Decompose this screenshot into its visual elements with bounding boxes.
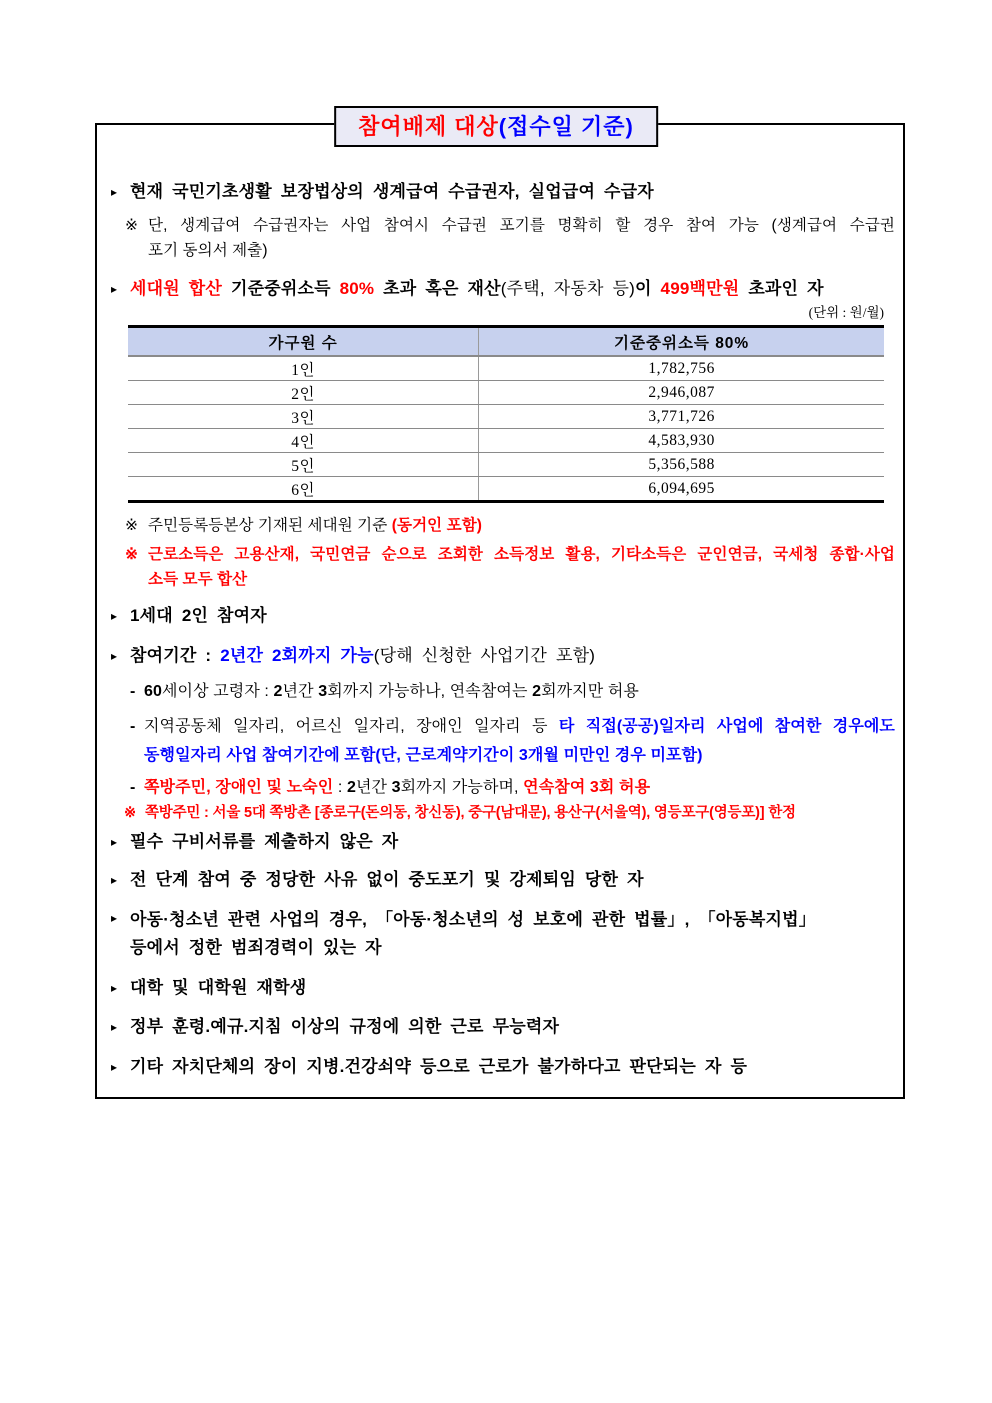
bullet-item-university-students: [111, 976, 883, 1000]
note-household-registry: [125, 513, 895, 538]
seg-blue: 동행일자리 사업 참여기간에 포함(단, 근로계약기간이 3개월 미만인 경우 미포함): [144, 747, 703, 764]
seg-median-income: 기준중위소득: [222, 279, 340, 298]
cell-amount: 3,771,726: [479, 405, 884, 429]
seg-red: 쪽방주민, 장애인 및 노숙인: [144, 779, 334, 796]
bullet-icon: ▸: [111, 835, 118, 849]
bullet-text: 기타 자치단체의 장이 지병.건강쇠약 등으로 근로가 불가하다고 판단되는 자 등: [130, 1057, 748, 1076]
seg-cohabitant-included: (동거인 포함): [391, 517, 483, 534]
bullet-text: [130, 906, 816, 962]
note-icon: ※: [124, 805, 136, 821]
bullet-text: 정부 훈령.예규.지침 이상의 규정에 의한 근로 무능력자: [130, 1017, 560, 1036]
cell-amount: 5,356,588: [479, 453, 884, 477]
seg-text: 회까지만 허용: [541, 683, 639, 700]
bullet-icon: ▸: [111, 282, 118, 296]
bullet-item-work-incapable: [111, 1015, 883, 1039]
bullet-item-recipients: [111, 180, 883, 204]
note-income-sources: [125, 542, 895, 592]
cell-size: 2인: [128, 381, 479, 405]
bullet-text: [130, 644, 595, 668]
seg-asset-paren: (주택, 자동차 등): [500, 279, 635, 298]
bullet-item-two-per-household: [111, 604, 883, 628]
table-row: [128, 477, 884, 502]
bullet-item-dropout-expelled: [111, 868, 883, 892]
title-main: 참여배제 대상: [358, 114, 499, 139]
cell-size: 5인: [128, 453, 479, 477]
cell-amount: 2,946,087: [479, 381, 884, 405]
note-body: [148, 513, 895, 538]
bullet-text: 현재 국민기초생활 보장법상의 생계급여 수급권자, 실업급여 수급자: [130, 182, 654, 201]
sub-line1: [144, 712, 895, 741]
cell-amount: 4,583,930: [479, 429, 884, 453]
bullet-text: 필수 구비서류를 제출하지 않은 자: [130, 832, 399, 851]
note-livelihood-waiver: [125, 213, 895, 263]
table-row: [128, 381, 884, 405]
note-body: [148, 542, 895, 592]
note-body: [148, 213, 895, 263]
note-icon: ※: [125, 546, 139, 563]
seg-household-sum: 세대원 합산: [130, 279, 223, 298]
table-unit-label: (단위 : 원/월): [808, 305, 884, 320]
seg-num: 60: [144, 683, 162, 700]
bullet-text: 전 단계 참여 중 정당한 사유 없이 중도포기 및 강제퇴임 당한 자: [130, 870, 644, 889]
bullet-icon: ▸: [111, 981, 118, 995]
seg-499m: 499백만원: [660, 279, 740, 298]
title-sub: (접수일 기준): [498, 114, 634, 139]
income-threshold-table: [128, 325, 884, 503]
cell-size: 3인: [128, 405, 479, 429]
cell-amount: 6,094,695: [479, 477, 884, 502]
seg-text: 회까지 가능하며,: [400, 779, 524, 796]
bullet-item-missing-documents: [111, 830, 883, 854]
col-header-median-income: 기준중위소득 80%: [479, 327, 884, 357]
cell-amount: 1,782,756: [479, 356, 884, 381]
seg-blue: 타 직접(공공)일자리 사업에 참여한 경우에도: [558, 718, 895, 735]
cell-size: 1인: [128, 356, 479, 381]
bullet-text: 1세대 2인 참여자: [130, 606, 267, 625]
cell-size: 4인: [128, 429, 479, 453]
bullet-line2: 등에서 정한 범죄경력이 있는 자: [130, 938, 382, 957]
seg-text: 년간: [282, 683, 319, 700]
bullet-icon: ▸: [111, 609, 118, 623]
sub-text: [144, 775, 895, 800]
sub-item-other-public-jobs: [130, 712, 895, 770]
table-row: [128, 453, 884, 477]
note-line2: 포기 동의서 제출): [148, 242, 268, 259]
seg-exceeder: 초과인 자: [739, 279, 824, 298]
bullet-item-income-threshold: [111, 277, 883, 301]
seg-80pct: 80%: [339, 279, 375, 298]
seg-registry-basis: 주민등록등본상 기재된 세대원 기준: [148, 517, 392, 534]
table-header-row: [128, 327, 884, 357]
bullet-icon: ▸: [111, 873, 118, 887]
table-row: [128, 356, 884, 381]
note-jjokbang-definition: [124, 802, 899, 825]
table-row: [128, 405, 884, 429]
bullet-icon: ▸: [111, 649, 118, 663]
dash-icon: -: [130, 718, 136, 735]
sub-item-seniors: [130, 679, 895, 704]
col-header-household-size: 가구원 수: [128, 327, 479, 357]
bullet-icon: ▸: [111, 1020, 118, 1034]
seg-period-paren: (당해 신청한 사업기간 포함): [373, 646, 596, 665]
sub-item-jjokbang-disabled-homeless: [130, 775, 895, 800]
bullet-text: 대학 및 대학원 재학생: [130, 978, 307, 997]
sub-text: [144, 712, 895, 770]
document-title-box: [334, 106, 658, 147]
note-line1: 근로소득은 고용산재, 국민연금 순으로 조회한 소득정보 활용, 기타소득은 군인연금, 국세청 종합·사업: [148, 546, 895, 563]
seg-text: 회까지 가능하나, 연속참여는: [327, 683, 533, 700]
bullet-icon: ▸: [111, 1060, 118, 1074]
seg-text: 년간: [355, 779, 392, 796]
seg-exceed-or-asset: 초과 혹은 재산: [374, 279, 501, 298]
seg-i: 이: [635, 279, 661, 298]
seg-num: 3: [391, 779, 401, 796]
seg-num: 2: [532, 683, 542, 700]
seg-num: 2: [346, 779, 356, 796]
note-line1: 단, 생계급여 수급권자는 사업 참여시 수급권 포기를 명확히 할 경우 참여 가능 (생계급여 수급권: [148, 217, 895, 234]
seg-period-label: 참여기간 :: [130, 646, 221, 665]
bullet-icon: ▸: [111, 911, 118, 925]
seg-num: 3: [318, 683, 328, 700]
bullet-item-child-youth-crime: [111, 906, 883, 962]
sub-line2: [144, 741, 895, 770]
seg-text: 지역공동체 일자리, 어르신 일자리, 장애인 일자리 등: [144, 718, 559, 735]
document-content: [97, 125, 899, 1079]
table-row: [128, 429, 884, 453]
seg-period-limit: 2년간 2회까지 가능: [220, 646, 374, 665]
seg-num: 2: [273, 683, 283, 700]
note-line2: 소득 모두 합산: [148, 571, 248, 588]
seg-text: :: [333, 779, 347, 796]
bullet-item-judged-unfit: [111, 1055, 883, 1079]
dash-icon: -: [130, 683, 136, 700]
note-icon: ※: [125, 217, 139, 234]
note-text: 쪽방주민 : 서울 5대 쪽방촌 [종로구(돈의동, 창신동), 중구(남대문), 용산구(서울역), 영등포구(영등포)] 한정: [145, 805, 796, 821]
bullet-line1: 아동·청소년 관련 사업의 경우, 「아동·청소년의 성 보호에 관한 법률」, 「아동복지법」: [130, 910, 816, 929]
sub-text: [144, 679, 895, 704]
note-icon: ※: [125, 517, 139, 534]
bullet-item-participation-period: [111, 644, 883, 668]
seg-text: 세이상 고령자 :: [162, 683, 274, 700]
bullet-text: [130, 277, 824, 301]
bullet-icon: ▸: [111, 185, 118, 199]
dash-icon: -: [130, 779, 136, 796]
seg-red: 연속참여 3회 허용: [523, 779, 651, 796]
cell-size: 6인: [128, 477, 479, 502]
